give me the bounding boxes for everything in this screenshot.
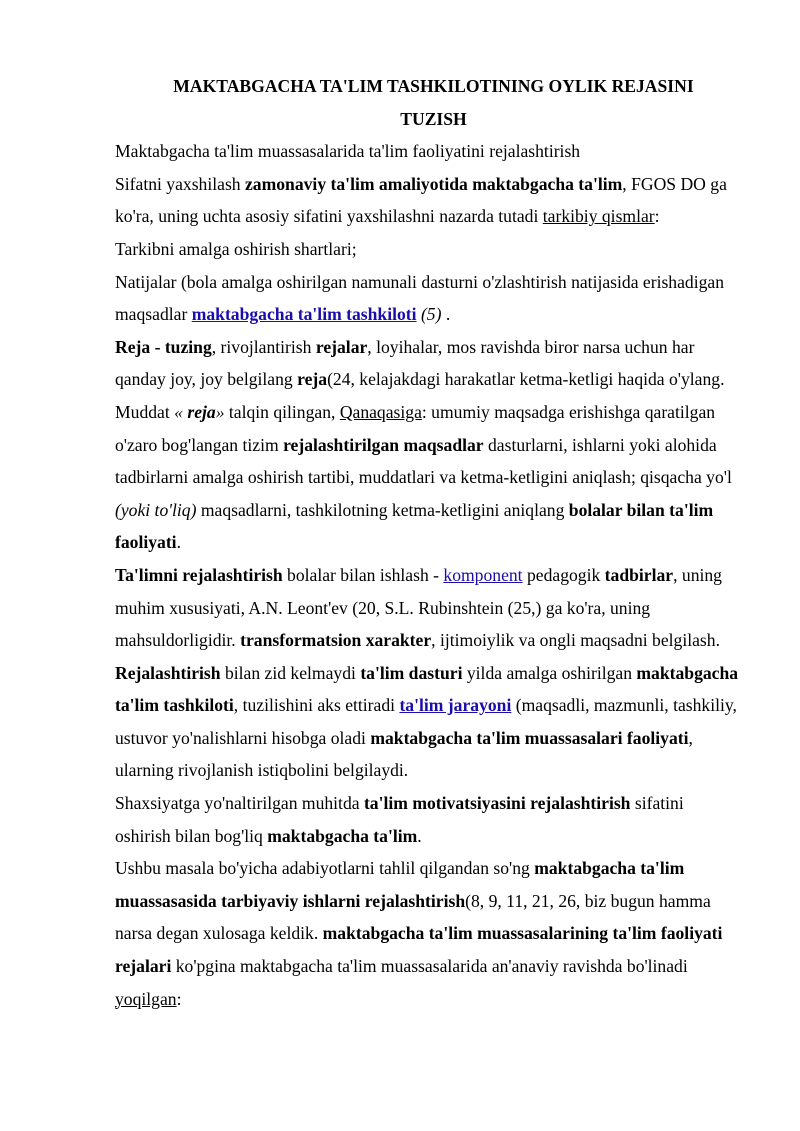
- italic-run: »: [215, 401, 225, 422]
- text-run: bolalar bilan ishlash -: [282, 564, 444, 585]
- text-run: , tuzilishini aks ettiradi: [233, 695, 400, 716]
- document-title: [115, 70, 742, 135]
- title-line-1: MAKTABGACHA TA'LIM TASHKILOTINING OYLIK REJASINI: [173, 76, 694, 96]
- underlined-term[interactable]: yoqilgan: [115, 988, 177, 1009]
- text-run: (maqsadli, mazmunli, tashkiliy, ustuvor yo'nalishlarni hisobga oladi: [115, 695, 737, 748]
- text-run: , ijtimoiylik va ongli maqsadni belgilash.: [431, 630, 720, 651]
- bold-run: ta'lim dasturi: [360, 662, 463, 683]
- text-run: bilan zid kelmaydi: [220, 662, 361, 683]
- bold-run: transformatsion xarakter: [240, 630, 432, 651]
- bold-run: rejalar: [315, 336, 368, 357]
- bold-run: Ta'limni rejalashtirish: [115, 564, 283, 585]
- text-run: talqin qilingan,: [224, 401, 340, 422]
- italic-run: (5): [420, 304, 442, 325]
- text-run: yilda amalga oshirilgan: [462, 662, 637, 683]
- text-run: (24, kelajakdagi harakatlar ketma-ketligi haqida o'ylang. Muddat: [115, 369, 725, 422]
- text-run: : umumiy maqsadga erishishga qaratilgan o'zaro bog'langan tizim: [115, 401, 716, 455]
- link-komponent[interactable]: komponent: [443, 564, 523, 585]
- bold-run: reja: [297, 369, 328, 390]
- text-run: , uning muhim xususiyati, A.N. Leont'ev (20, S.L. Rubinshtein (25,) ga ko'ra, uning mahsuldorligidir.: [115, 564, 722, 651]
- bold-run: ta'lim motivatsiyasini rejalashtirish: [363, 793, 631, 814]
- paragraph-4: [115, 266, 742, 331]
- bold-run: maktabgacha ta'lim: [267, 825, 418, 846]
- bold-run: maktabgacha ta'lim tashkiloti: [115, 662, 739, 716]
- paragraph-8: [115, 852, 742, 1015]
- text-run: Ushbu masala bo'yicha adabiyotlarni tahlil qilgandan so'ng: [115, 858, 535, 879]
- paragraph-3: Tarkibni amalga oshirish shartlari;: [115, 238, 357, 259]
- bold-run: Rejalashtirish: [115, 662, 221, 683]
- paragraph-7: [115, 787, 742, 852]
- italic-run: «: [174, 401, 188, 422]
- paragraph-2: [115, 168, 742, 233]
- text-run: Shaxsiyatga yo'naltirilgan muhitda: [115, 793, 364, 814]
- bold-run: rejalashtirilgan maqsadlar: [283, 434, 484, 455]
- text-run: maqsadlarni, tashkilotning ketma-ketligini aniqlang: [196, 499, 569, 520]
- text-run: , rivojlantirish: [211, 336, 316, 357]
- bold-run: bolalar bilan ta'lim faoliyati: [115, 499, 714, 553]
- link-maktabgacha-talim-tashkiloti[interactable]: maktabgacha ta'lim tashkiloti: [191, 304, 417, 325]
- underlined-term[interactable]: tarkibiy qismlar: [542, 206, 655, 227]
- paragraph-1: Maktabgacha ta'lim muassasalarida ta'lim faoliyatini rejalashtirish: [115, 141, 581, 162]
- link-talim-jarayoni[interactable]: ta'lim jarayoni: [399, 695, 512, 716]
- bold-run: tadbirlar: [604, 564, 674, 585]
- underlined-term[interactable]: Qanaqasiga: [339, 401, 422, 422]
- bold-run: maktabgacha ta'lim muassasalari faoliyati: [370, 727, 689, 748]
- text-run: dasturlarni, ishlarni yoki alohida tadbirlarni amalga oshirish tartibi, muddatlari va ketma-ketligini aniqlash; qisqacha yo'l: [115, 434, 732, 488]
- bold-run: zamonaviy ta'lim amaliyotida maktabgacha ta'lim: [245, 173, 623, 194]
- text-run: , loyihalar, mos ravishda biror narsa uchun har qanday joy, joy belgilang: [115, 336, 695, 390]
- text-run: Sifatni yaxshilash: [115, 173, 245, 194]
- text-run: , FGOS DO ga ko'ra, uning uchta asosiy sifatini yaxshilashni nazarda tutadi: [115, 173, 727, 227]
- text-run: (8, 9, 11, 21, 26, biz bugun hamma narsa degan xulosaga keldik.: [115, 890, 711, 944]
- text-run: sifatini oshirish bilan bog'liq: [115, 793, 684, 846]
- text-run: Natijalar (bola amalga oshirilgan namunali dasturni o'zlashtirish natijasida erishadigan maqsadlar: [115, 271, 724, 325]
- text-run: ko'pgina maktabgacha ta'lim muassasalarida an'anaviy ravishda bo'linadi: [171, 956, 688, 977]
- text-run: .: [417, 825, 422, 846]
- italic-run: (yoki to'liq): [115, 499, 197, 520]
- paragraph-6: [115, 559, 742, 787]
- text-run: pedagogik: [522, 564, 605, 585]
- bold-run: maktabgacha ta'lim muassasalarining ta'lim faoliyati rejalari: [115, 923, 723, 977]
- text-run: , ularning rivojlanish istiqbolini belgilaydi.: [115, 727, 693, 781]
- bold-run: maktabgacha ta'lim muassasasida tarbiyaviy ishlarni rejalashtirish: [115, 858, 685, 911]
- text-run: .: [176, 532, 181, 553]
- title-line-2: TUZISH: [400, 108, 467, 129]
- paragraph-5: [115, 331, 742, 559]
- text-run: :: [176, 988, 182, 1009]
- bold-run: Reja - tuzing: [115, 336, 212, 357]
- text-run: .: [441, 304, 451, 325]
- text-run: :: [654, 206, 660, 227]
- bold-italic-run: reja: [187, 401, 216, 422]
